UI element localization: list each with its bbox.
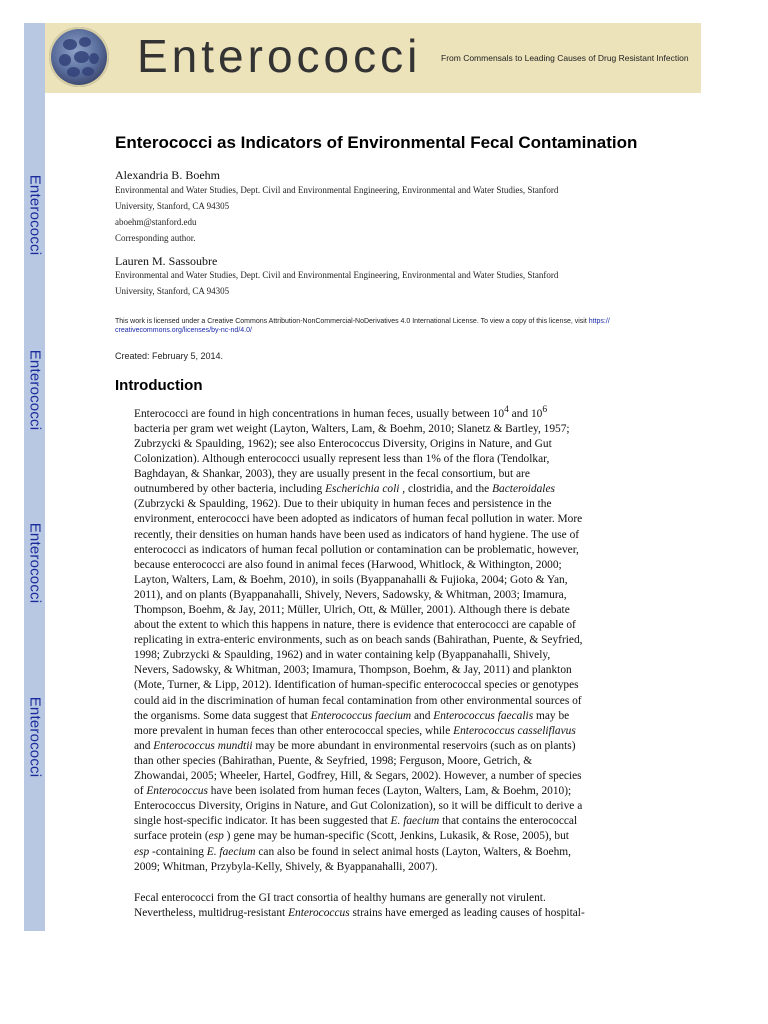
article-title: Enterococci as Indicators of Environmental Fecal Contamination xyxy=(115,133,638,152)
paragraph-line: of Enterococcus have been isolated from human feces (Layton, Walters, Lam, & Boehm, 2010); xyxy=(134,785,572,798)
paragraph-line: the organisms. Some data suggest that Enterococcus faecium and Enterococcus faecalis may be xyxy=(134,709,570,722)
author-affiliation: Environmental and Water Studies, Dept. Civil and Environmental Engineering, Environmental and Water Studies, Stanford University, Stanford, CA 94305 aboehm@stanford.edu Corresponding author. xyxy=(115,182,675,246)
paragraph-line: Layton, Walters, Lam, & Boehm, 2010), in soils (Byappanahalli & Fujioka, 2004; Goto & Yan, xyxy=(134,573,568,586)
paragraph-line: Zubrzycki & Spaulding, 1962); see also Enterococcus Diversity, Origins in Nature, and Gut xyxy=(134,437,552,450)
license-link[interactable]: https:// xyxy=(588,318,610,325)
paragraph-line: replicating in extra-enteric environments, such as on beach sands (Bahirathan, Puente, & Seyfried, xyxy=(134,634,583,647)
paragraph-line: Baghdayan, & Shankar, 2003), they are usually present in the fecal consortium, but are xyxy=(134,468,530,481)
sidebar-label-3: Enterococci xyxy=(26,522,44,604)
paragraph-line: 1998; Zubrzycki & Spaulding, 1962) and in water containing kelp (Byappanahalli, Shively, xyxy=(134,649,551,662)
paragraph-line: Thompson, Boehm, & Jay, 2011; Müller, Ulrich, Ott, & Müller, 2001). Although there is debate xyxy=(134,604,570,617)
paragraph-line: 2009; Whitman, Przybyla-Kelly, Shively, & Byappanahalli, 2007). xyxy=(134,860,438,873)
paragraph-line: than other species (Bahirathan, Puente, & Seyfried, 1998; Ferguson, Moore, Getrich, & xyxy=(134,754,533,767)
sidebar-strip xyxy=(24,23,45,931)
paragraph-line: Nevers, Sadowsky, & Whitman, 2003; Imamura, Thompson, Boehm, & Jay, 2011) and plankton xyxy=(134,664,572,677)
paragraph-line: recently, their densities on human hands have been used as indicators of hand hygiene. The use of xyxy=(134,528,580,541)
paragraph-line: 2011), and on plants (Byappanahalli, Shively, Nevers, Sadowsky, & Whitman, 2003; Imamura, xyxy=(134,588,567,601)
sidebar-label-1: Enterococci xyxy=(26,174,44,256)
paragraph-line: single host-specific indicator. It has been suggested that E. faecium that contains the enterococcal xyxy=(134,815,578,828)
paragraph-line: because enterococci are also found in animal feces (Harwood, Whitlock, & Withington, 2000; xyxy=(134,558,562,571)
paragraph-line: about the extent to which this happens in nature, there is evidence that enterococci are capable of xyxy=(134,619,576,632)
paragraph-line: and Enterococcus mundtii may be more abundant in environmental reservoirs (such as on plants) xyxy=(134,739,576,752)
paragraph-line: (Mote, Turner, & Lipp, 2012). Identification of human-specific enterococcal species or genotypes xyxy=(134,679,579,692)
author-email[interactable]: aboehm@stanford.edu xyxy=(115,217,197,227)
paragraph-line: outnumbered by other bacteria, including Escherichia coli , clostridia, and the Bacteroidales xyxy=(134,483,555,496)
section-heading: Introduction xyxy=(115,377,203,394)
license-notice: This work is licensed under a Creative Commons Attribution-NonCommercial-NoDerivatives 4.0 International License. To view a copy of this license, visit https:// creativecommons.org/licenses/by-nc-nd/4.0/ xyxy=(115,318,610,334)
paragraph-line: Fecal enterococci from the GI tract consortia of healthy humans are generally not virulent. xyxy=(134,892,546,904)
author-name: Alexandria B. Boehm xyxy=(115,168,220,182)
paragraph-line: enterococci as indicators of human fecal pollution or contamination can be problematic, however, xyxy=(134,543,579,556)
paragraph-line: surface protein (esp ) gene may be human-specific (Scott, Jenkins, Lukasik, & Rose, 2005), but xyxy=(134,830,569,843)
paragraph-line: Enterococci are found in high concentrations in human feces, usually between $10^4$ and $10^6$ xyxy=(134,405,548,420)
paragraph-line: could aid in the discrimination of human fecal contamination from other environmental sources of xyxy=(134,694,582,707)
paragraph-line: bacteria per gram wet weight (Layton, Walters, Lam, & Boehm, 2010; Slanetz & Bartley, 1957; xyxy=(134,422,570,435)
author-affiliation: Environmental and Water Studies, Dept. Civil and Environmental Engineering, Environmental and Water Studies, Stanford University, Stanford, CA 94305 xyxy=(115,270,559,296)
license-link[interactable]: creativecommons.org/licenses/by-nc-nd/4.0/ xyxy=(115,327,252,334)
created-date: Created: February 5, 2014. xyxy=(115,351,224,361)
paragraph-line: (Zubrzycki & Spaulding, 1962). Due to their ubiquity in human feces and persistence in the xyxy=(134,498,552,511)
paragraph-line: Enterococcus Diversity, Origins in Nature, and Gut Colonization), so it will be difficult to derive a xyxy=(134,800,583,813)
author-name: Lauren M. Sassoubre xyxy=(115,254,218,268)
body-paragraph xyxy=(134,403,634,875)
sidebar-label-4: Enterococci xyxy=(26,696,44,778)
bacteria-logo-icon xyxy=(49,27,109,87)
paragraph-line: environment, enterococci have been adopted as indicators of human fecal pollution in water. More xyxy=(134,513,583,526)
paragraph-line: Zhowandai, 2005; Wheeler, Hartel, Godfrey, Hill, & Segars, 2002). However, a number of species xyxy=(134,770,582,783)
paragraph-line: Colonization). Although enterococci usually represent less than 1% of the flora (Tendolkar, xyxy=(134,453,550,466)
sidebar-label-2: Enterococci xyxy=(26,349,44,431)
paragraph-line: more prevalent in human feces than other enterococcal species, while Enterococcus casseliflavus xyxy=(134,724,576,737)
banner-title: Enterococci xyxy=(137,30,422,82)
banner-subtitle: From Commensals to Leading Causes of Drug Resistant Infection xyxy=(441,53,689,63)
paragraph-line: esp -containing E. faecium can also be found in select animal hosts (Layton, Walters, & Boehm, xyxy=(134,845,572,858)
body-paragraph xyxy=(134,891,634,921)
paragraph-line: Nevertheless, multidrug-resistant Enterococcus strains have emerged as leading causes of hospital- xyxy=(134,907,585,920)
